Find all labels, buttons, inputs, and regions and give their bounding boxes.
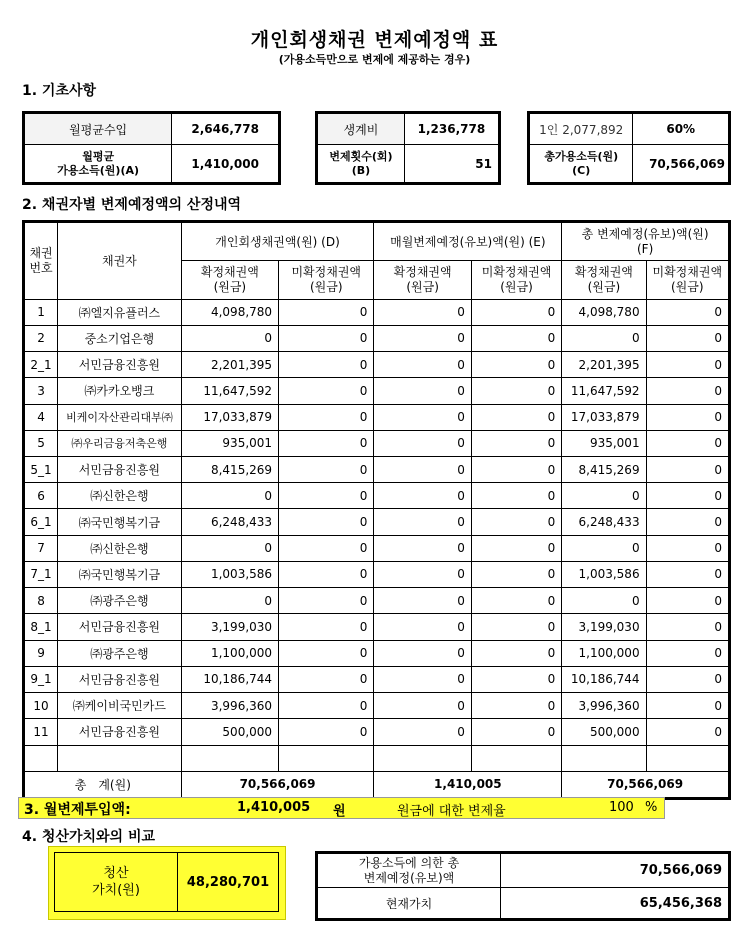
row-d-unconfirmed: 0 (279, 430, 374, 456)
row-d-confirmed: 4,098,780 (181, 299, 278, 325)
total-income-label: 총가용소득(원) (C) (530, 145, 633, 183)
row-e-confirmed: 0 (374, 588, 471, 614)
page-title: 개인회생채권 변제예정액 표 (250, 29, 499, 51)
row-f-unconfirmed: 0 (646, 588, 728, 614)
row-no: 4 (25, 404, 58, 430)
row-no: 1 (25, 299, 58, 325)
row-f-confirmed: 6,248,433 (562, 509, 646, 535)
header-f-confirmed: 확정채권액 (원금) (562, 261, 646, 299)
monthly-bar (18, 797, 665, 819)
table-row (25, 666, 729, 692)
disposable-label: 월평균 가용소득(원)(A) (25, 145, 172, 183)
table-row (25, 378, 729, 404)
empty-row-cell (25, 745, 58, 771)
row-creditor: ㈜광주은행 (58, 640, 182, 666)
present-value-label: 현재가치 (318, 888, 501, 919)
row-f-unconfirmed: 0 (646, 378, 728, 404)
row-f-unconfirmed: 0 (646, 535, 728, 561)
row-e-confirmed: 0 (374, 430, 471, 456)
table-row (25, 430, 729, 456)
row-e-unconfirmed: 0 (471, 509, 561, 535)
header-group-e: 매월변제예정(유보)액(원) (E) (374, 223, 562, 261)
row-d-confirmed: 500,000 (181, 719, 278, 745)
disposable-value: 1,410,000 (172, 145, 279, 183)
row-e-confirmed: 0 (374, 614, 471, 640)
table-row (25, 535, 729, 561)
header-e-confirmed: 확정채권액 (원금) (374, 261, 471, 299)
row-no: 3 (25, 378, 58, 404)
row-f-confirmed: 0 (562, 535, 646, 561)
table-row (25, 483, 729, 509)
row-d-unconfirmed: 0 (279, 588, 374, 614)
total-income-value: 70,566,069 (633, 145, 729, 183)
income-label: 월평균수입 (25, 114, 172, 145)
row-e-unconfirmed: 0 (471, 483, 561, 509)
row-d-confirmed: 3,199,030 (181, 614, 278, 640)
row-f-unconfirmed: 0 (646, 666, 728, 692)
income-value: 2,646,778 (172, 114, 279, 145)
table-row (25, 640, 729, 666)
table-row (25, 325, 729, 351)
row-f-confirmed: 935,001 (562, 430, 646, 456)
row-creditor: 서민금융진흥원 (58, 666, 182, 692)
row-no: 7_1 (25, 561, 58, 587)
row-d-confirmed: 2,201,395 (181, 352, 278, 378)
liquidation-box (48, 846, 286, 920)
basics-income-box (22, 111, 281, 185)
count-label: 변제횟수(회) (B) (318, 145, 405, 183)
row-creditor: ㈜광주은행 (58, 588, 182, 614)
row-f-unconfirmed: 0 (646, 430, 728, 456)
row-creditor: ㈜우리금융저축은행 (58, 430, 182, 456)
row-f-unconfirmed: 0 (646, 456, 728, 482)
row-no: 11 (25, 719, 58, 745)
row-d-unconfirmed: 0 (279, 456, 374, 482)
living-label: 생계비 (318, 114, 405, 145)
row-d-unconfirmed: 0 (279, 535, 374, 561)
row-creditor: ㈜케이비국민카드 (58, 692, 182, 718)
row-f-unconfirmed: 0 (646, 325, 728, 351)
row-d-unconfirmed: 0 (279, 378, 374, 404)
row-d-confirmed: 3,996,360 (181, 692, 278, 718)
ratio-value: 100 (609, 800, 634, 815)
total-label: 총 계(원) (25, 771, 182, 797)
header-f-unconfirmed: 미확정채권액 (원금) (646, 261, 728, 299)
row-creditor: ㈜엘지유플러스 (58, 299, 182, 325)
row-f-unconfirmed: 0 (646, 692, 728, 718)
row-creditor: ㈜카카오뱅크 (58, 378, 182, 404)
ratio-unit: % (645, 800, 658, 815)
row-e-confirmed: 0 (374, 719, 471, 745)
table-row (25, 692, 729, 718)
row-d-unconfirmed: 0 (279, 719, 374, 745)
section-4-heading: 4. 청산가치와의 비교 (22, 829, 155, 845)
row-creditor: 비케이자산관리대부㈜ (58, 404, 182, 430)
row-d-confirmed: 0 (181, 483, 278, 509)
row-d-confirmed: 0 (181, 588, 278, 614)
monthly-unit: 원 (333, 804, 346, 819)
total-d: 70,566,069 (181, 771, 374, 797)
row-d-confirmed: 11,647,592 (181, 378, 278, 404)
row-d-unconfirmed: 0 (279, 352, 374, 378)
row-f-confirmed: 2,201,395 (562, 352, 646, 378)
row-e-confirmed: 0 (374, 378, 471, 404)
row-f-confirmed: 0 (562, 588, 646, 614)
row-f-confirmed: 500,000 (562, 719, 646, 745)
row-f-unconfirmed: 0 (646, 483, 728, 509)
row-e-unconfirmed: 0 (471, 692, 561, 718)
row-e-unconfirmed: 0 (471, 535, 561, 561)
ratio-label: 원금에 대한 변제율 (397, 804, 506, 819)
liquidation-value: 48,280,701 (177, 852, 279, 912)
row-no: 9 (25, 640, 58, 666)
row-d-unconfirmed: 0 (279, 404, 374, 430)
row-no: 2_1 (25, 352, 58, 378)
section-1-heading: 1. 기초사항 (22, 83, 97, 99)
header-e-unconfirmed: 미확정채권액 (원금) (471, 261, 561, 299)
row-creditor: 서민금융진흥원 (58, 614, 182, 640)
row-f-confirmed: 3,199,030 (562, 614, 646, 640)
row-d-confirmed: 1,003,586 (181, 561, 278, 587)
count-value: 51 (404, 145, 498, 183)
row-f-confirmed: 0 (562, 325, 646, 351)
row-d-unconfirmed: 0 (279, 692, 374, 718)
row-creditor: ㈜국민행복기금 (58, 509, 182, 535)
monthly-value: 1,410,005 (237, 800, 311, 815)
row-e-confirmed: 0 (374, 299, 471, 325)
row-d-unconfirmed: 0 (279, 483, 374, 509)
row-no: 10 (25, 692, 58, 718)
row-f-confirmed: 17,033,879 (562, 404, 646, 430)
total-e: 1,410,005 (374, 771, 562, 797)
row-e-confirmed: 0 (374, 352, 471, 378)
row-creditor: 서민금융진흥원 (58, 352, 182, 378)
row-d-confirmed: 10,186,744 (181, 666, 278, 692)
row-d-confirmed: 0 (181, 535, 278, 561)
row-d-unconfirmed: 0 (279, 325, 374, 351)
table-row (25, 719, 729, 745)
row-e-unconfirmed: 0 (471, 614, 561, 640)
row-f-unconfirmed: 0 (646, 719, 728, 745)
row-f-unconfirmed: 0 (646, 640, 728, 666)
row-e-confirmed: 0 (374, 456, 471, 482)
living-value: 1,236,778 (404, 114, 498, 145)
row-e-unconfirmed: 0 (471, 640, 561, 666)
table-row (25, 456, 729, 482)
comparison-total-label: 가용소득에 의한 총 변제예정(유보)액 (318, 854, 501, 888)
row-f-unconfirmed: 0 (646, 509, 728, 535)
row-no: 6_1 (25, 509, 58, 535)
basics-total-box (527, 111, 731, 185)
row-e-confirmed: 0 (374, 692, 471, 718)
section-3-heading: 3. 월변제투입액: (24, 802, 131, 818)
household-label: 1인 2,077,892 (530, 114, 633, 145)
row-e-confirmed: 0 (374, 535, 471, 561)
header-d-confirmed: 확정채권액 (원금) (181, 261, 278, 299)
row-f-unconfirmed: 0 (646, 404, 728, 430)
household-pct: 60% (633, 114, 729, 145)
row-d-confirmed: 935,001 (181, 430, 278, 456)
row-e-unconfirmed: 0 (471, 352, 561, 378)
row-d-unconfirmed: 0 (279, 666, 374, 692)
row-d-unconfirmed: 0 (279, 561, 374, 587)
row-d-unconfirmed: 0 (279, 299, 374, 325)
creditor-table (22, 220, 731, 800)
table-row (25, 404, 729, 430)
table-row (25, 614, 729, 640)
row-e-unconfirmed: 0 (471, 325, 561, 351)
table-row (25, 509, 729, 535)
table-row (25, 299, 729, 325)
row-e-confirmed: 0 (374, 325, 471, 351)
row-f-confirmed: 1,100,000 (562, 640, 646, 666)
row-e-unconfirmed: 0 (471, 299, 561, 325)
row-f-confirmed: 1,003,586 (562, 561, 646, 587)
header-group-d: 개인회생채권액(원) (D) (181, 223, 374, 261)
row-d-confirmed: 1,100,000 (181, 640, 278, 666)
row-no: 2 (25, 325, 58, 351)
row-creditor: ㈜신한은행 (58, 535, 182, 561)
row-e-unconfirmed: 0 (471, 456, 561, 482)
row-f-confirmed: 10,186,744 (562, 666, 646, 692)
row-d-confirmed: 0 (181, 325, 278, 351)
row-no: 6 (25, 483, 58, 509)
table-row (25, 561, 729, 587)
row-creditor: 중소기업은행 (58, 325, 182, 351)
header-no: 채권 번호 (25, 223, 58, 300)
row-e-confirmed: 0 (374, 483, 471, 509)
row-e-confirmed: 0 (374, 404, 471, 430)
table-row (25, 352, 729, 378)
row-f-confirmed: 3,996,360 (562, 692, 646, 718)
basics-living-box (315, 111, 501, 185)
page-subtitle: (가용소득만으로 변제에 제공하는 경우) (278, 53, 471, 66)
row-f-confirmed: 4,098,780 (562, 299, 646, 325)
row-no: 7 (25, 535, 58, 561)
row-f-confirmed: 11,647,592 (562, 378, 646, 404)
row-no: 8_1 (25, 614, 58, 640)
total-f: 70,566,069 (562, 771, 729, 797)
row-f-unconfirmed: 0 (646, 614, 728, 640)
row-d-confirmed: 8,415,269 (181, 456, 278, 482)
row-e-confirmed: 0 (374, 666, 471, 692)
row-no: 5 (25, 430, 58, 456)
row-e-unconfirmed: 0 (471, 561, 561, 587)
table-row (25, 588, 729, 614)
row-f-unconfirmed: 0 (646, 352, 728, 378)
row-no: 5_1 (25, 456, 58, 482)
row-e-unconfirmed: 0 (471, 378, 561, 404)
row-d-confirmed: 6,248,433 (181, 509, 278, 535)
row-creditor: 서민금융진흥원 (58, 719, 182, 745)
header-group-f: 총 변제예정(유보)액(원) (F) (562, 223, 729, 261)
section-2-heading: 2. 채권자별 변제예정액의 산정내역 (22, 197, 242, 213)
liquidation-label: 청산 가치(원) (54, 852, 178, 912)
row-d-unconfirmed: 0 (279, 509, 374, 535)
header-d-unconfirmed: 미확정채권액 (원금) (279, 261, 374, 299)
row-d-unconfirmed: 0 (279, 640, 374, 666)
row-e-unconfirmed: 0 (471, 666, 561, 692)
row-e-unconfirmed: 0 (471, 719, 561, 745)
row-creditor: ㈜신한은행 (58, 483, 182, 509)
comparison-total-value: 70,566,069 (501, 854, 729, 888)
row-e-unconfirmed: 0 (471, 588, 561, 614)
row-f-confirmed: 0 (562, 483, 646, 509)
row-e-confirmed: 0 (374, 561, 471, 587)
row-f-unconfirmed: 0 (646, 561, 728, 587)
row-e-confirmed: 0 (374, 640, 471, 666)
row-f-unconfirmed: 0 (646, 299, 728, 325)
row-creditor: ㈜국민행복기금 (58, 561, 182, 587)
row-d-confirmed: 17,033,879 (181, 404, 278, 430)
row-creditor: 서민금융진흥원 (58, 456, 182, 482)
row-e-unconfirmed: 0 (471, 404, 561, 430)
row-e-confirmed: 0 (374, 509, 471, 535)
row-e-unconfirmed: 0 (471, 430, 561, 456)
comparison-box (315, 851, 731, 921)
header-creditor: 채권자 (58, 223, 182, 300)
present-value-value: 65,456,368 (501, 888, 729, 919)
row-no: 8 (25, 588, 58, 614)
row-d-unconfirmed: 0 (279, 614, 374, 640)
row-f-confirmed: 8,415,269 (562, 456, 646, 482)
row-no: 9_1 (25, 666, 58, 692)
